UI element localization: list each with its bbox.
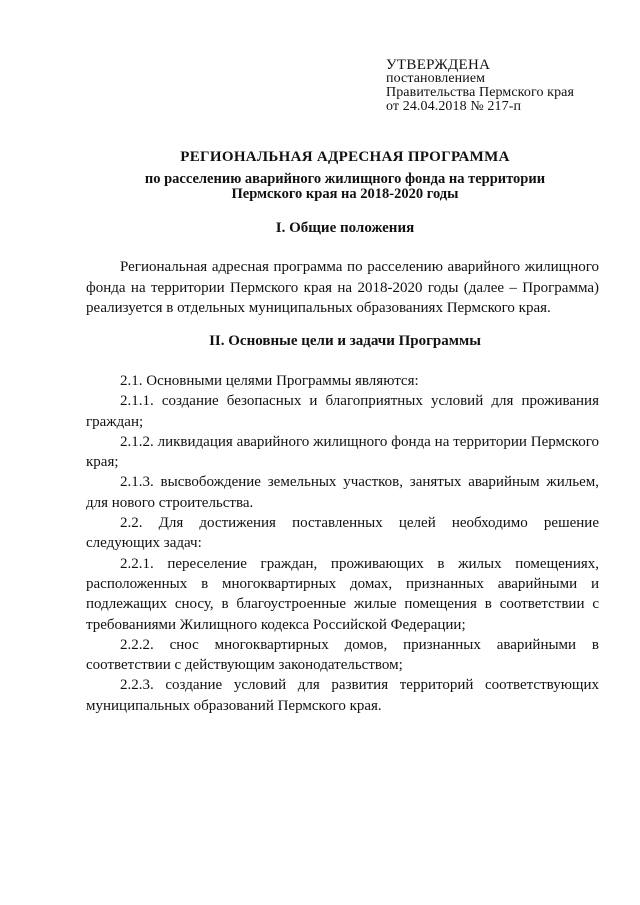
section-1-heading: I. Общие положения: [275, 220, 415, 236]
section-2-body: [86, 371, 599, 716]
list-item-2-2-1: 2.2.1. переселение граждан, проживающих в жилых помещениях, расположенных в многоквартирных домах, признанных аварийными и подлежащих сносу, в благоустроенные жилые помещения в соответствии с требованиями Жилищного кодекса Российской Федерации;: [86, 555, 599, 633]
document-title-sub-2: Пермского края на 2018-2020 годы: [231, 186, 459, 202]
document-title-main: РЕГИОНАЛЬНАЯ АДРЕСНАЯ ПРОГРАММА: [180, 149, 510, 165]
approval-title: УТВЕРЖДЕНА: [386, 57, 491, 73]
list-item-2-1-3: 2.1.3. высвобождение земельных участков, занятых аварийным жильем, для нового строительства.: [86, 474, 599, 511]
document-title: [90, 150, 600, 202]
approval-line-1: постановлением: [386, 71, 486, 86]
section-1-paragraph: Региональная адресная программа по расселению аварийного жилищного фонда на территории Пермского края на 2018-2020 годы (далее – Программа) реализуется в отдельных муниципальных образованиях Пермского края.: [86, 259, 599, 316]
section-2-heading: II. Основные цели и задачи Программы: [209, 333, 481, 349]
section-1-body: [86, 257, 599, 319]
list-item-2-1-1: 2.1.1. создание безопасных и благоприятных условий для проживания граждан;: [86, 393, 599, 430]
document-title-sub-1: по расселению аварийного жилищного фонда на территории: [144, 171, 546, 187]
list-item-2-2-3: 2.2.3. создание условий для развития территорий соответствующих муниципальных образований Пермского края.: [86, 677, 599, 714]
approval-stamp: [386, 58, 574, 114]
approval-line-3: от 24.04.2018 № 217-п: [386, 99, 522, 114]
list-item-2-2: 2.2. Для достижения поставленных целей необходимо решение следующих задач:: [86, 515, 599, 552]
list-item-2-1: 2.1. Основными целями Программы являются:: [120, 373, 419, 389]
list-item-2-2-2: 2.2.2. снос многоквартирных домов, признанных аварийными в соответствии с действующим законодательством;: [86, 636, 599, 674]
list-item-2-1-2: 2.1.2. ликвидация аварийного жилищного фонда на территории Пермского края;: [86, 433, 599, 471]
approval-line-2: Правительства Пермского края: [386, 85, 575, 100]
